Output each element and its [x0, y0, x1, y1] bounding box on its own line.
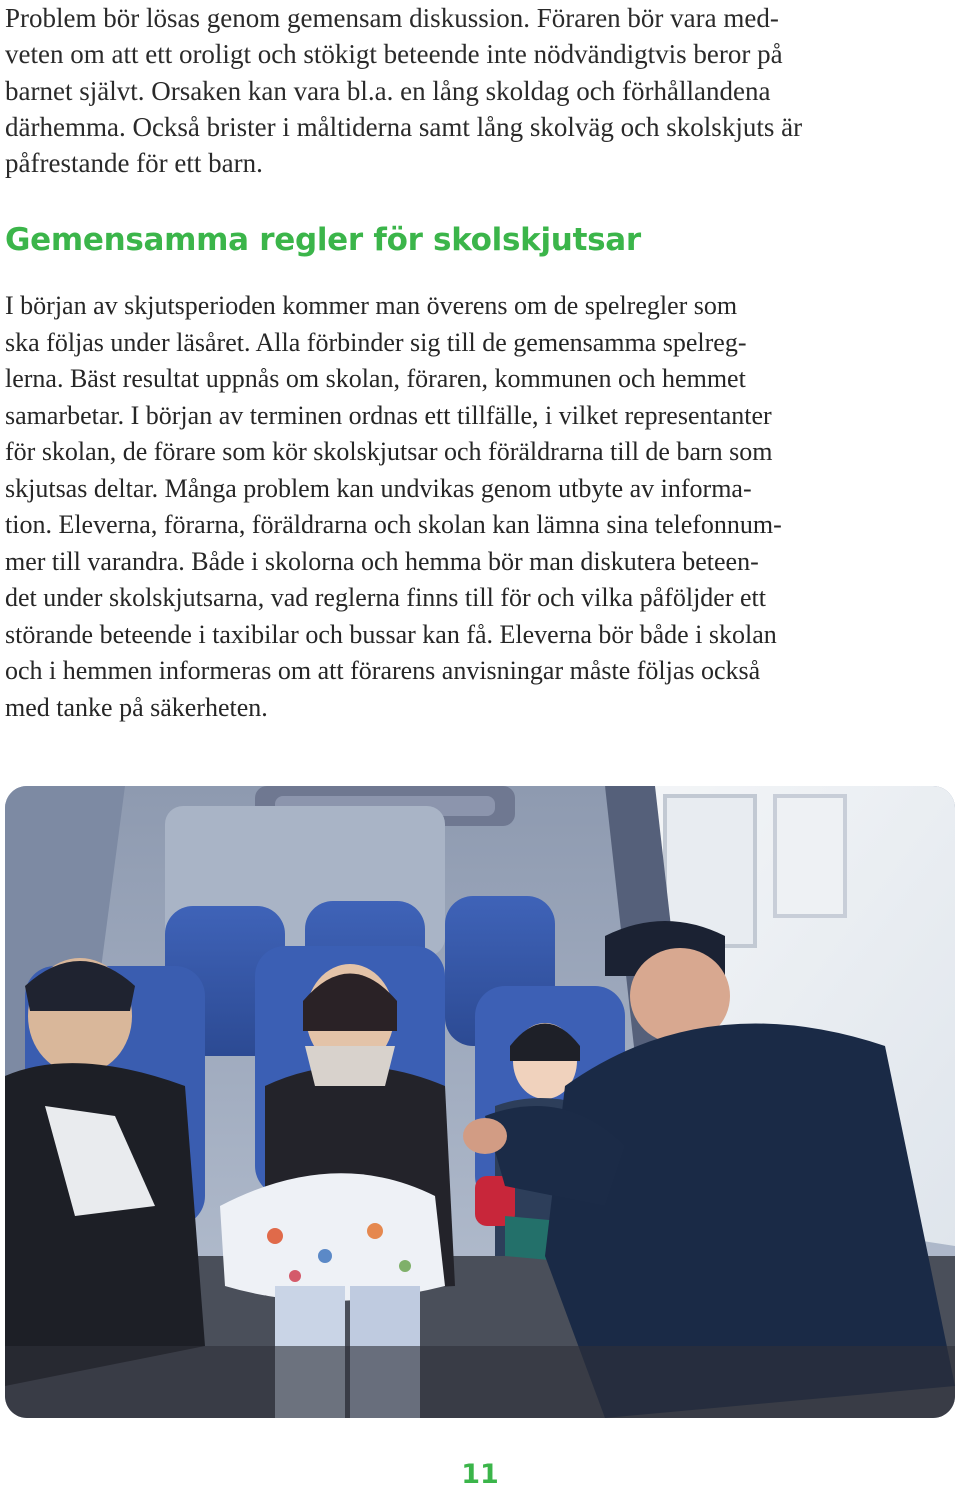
body-line: med tanke på säkerheten.	[5, 692, 268, 722]
body-line: det under skolskjutsarna, vad reglerna finns till för och vilka påföljder ett	[5, 583, 766, 612]
body-line: och i hemmen informeras om att förarens anvisningar måste följas också	[5, 656, 761, 685]
page-number: 11	[461, 1459, 499, 1490]
body-line: lerna. Bäst resultat uppnås om skolan, föraren, kommunen och hemmet	[5, 364, 746, 393]
section-heading: Gemensamma regler för skolskjutsar	[5, 222, 641, 258]
intro-line: barnet självt. Orsaken kan vara bl.a. en lång skoldag och förhållandena	[5, 75, 771, 106]
intro-line: därhemma. Också brister i måltiderna samt lång skolväg och skolskjuts är	[5, 111, 803, 142]
body-line: I början av skjutsperioden kommer man överens om de spelregler som	[5, 291, 738, 320]
body-line: samarbetar. I början av terminen ordnas ett tillfälle, i vilket representanter	[5, 400, 772, 430]
photo-children-in-van	[5, 786, 955, 1418]
body-line: mer till varandra. Både i skolorna och hemma bör man diskutera beteen-	[5, 546, 759, 576]
body-line: ska följas under läsåret. Alla förbinder sig till de gemensamma spelreg-	[5, 327, 747, 357]
intro-line: veten om att ett oroligt och stökigt beteende inte nödvändigtvis beror på	[5, 39, 783, 70]
intro-paragraph	[5, 0, 955, 181]
intro-line: påfrestande för ett barn.	[5, 148, 263, 179]
body-line: för skolan, de förare som kör skolskjutsar och föräldrarna till de barn som	[5, 437, 773, 466]
body-line: skjutsas deltar. Många problem kan undvikas genom utbyte av informa-	[5, 473, 752, 503]
body-paragraph	[5, 288, 955, 726]
photo-illustration	[5, 786, 955, 1418]
body-line: tion. Eleverna, förarna, föräldrarna och skolan kan lämna sina telefonnum-	[5, 510, 782, 539]
intro-line: Problem bör lösas genom gemensam diskussion. Föraren bör vara med-	[5, 3, 779, 33]
body-line: störande beteende i taxibilar och bussar kan få. Eleverna bör både i skolan	[5, 619, 777, 649]
